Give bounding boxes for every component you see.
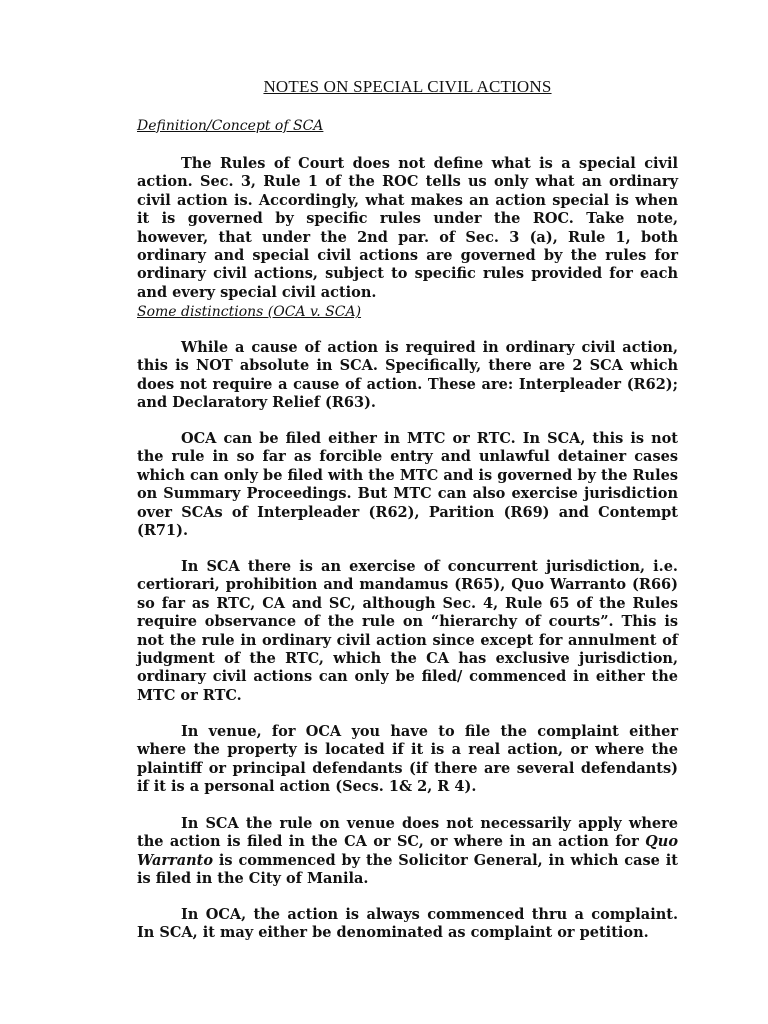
section-heading-distinctions: Some distinctions (OCA v. SCA)	[137, 304, 362, 320]
paragraph-venue-sca-text-a: In SCA the rule on venue does not necessarily apply where the action is filed in the CA or SC, or where in an action for	[137, 815, 678, 851]
paragraph-venue-oca	[137, 723, 678, 797]
paragraph-venue-oca-text: In venue, for OCA you have to file the complaint either where the property is located if it is a real action, or where the plaintiff or principal defendants (if there are several defendants) if it is a personal action (Secs. 1& 2, R 4).	[137, 723, 678, 796]
document-title: NOTES ON SPECIAL CIVIL ACTIONS	[263, 77, 552, 96]
paragraph-complaint-petition: In OCA, the action is always commenced thru a complaint. In SCA, it may either be denominated as complaint or petition.	[137, 906, 678, 942]
document-page	[137, 0, 678, 1024]
paragraph-jurisdiction-mtc: OCA can be filed either in MTC or RTC. In SCA, this is not the rule in so far as forcible entry and unlawful detainer cases which can only be filed with the MTC and is governed by the Rules on Summary Proceedings. But MTC can also exercise jurisdiction over SCAs of Interpleader (R62), Parition (R69) and Contempt (R71).	[137, 430, 678, 540]
paragraph-venue-sca-text-b: is commenced by the Solicitor General, in which case it is filed in the City of Manila.	[137, 851, 678, 888]
section-heading-definition: Definition/Concept of SCA	[137, 118, 324, 134]
paragraph-cause-of-action: While a cause of action is required in ordinary civil action, this is NOT absolute in SCA. Specifically, there are 2 SCA which does not require a cause of action. These are: Interpleader (R62); and Declaratory Relief (R63).	[137, 339, 678, 412]
paragraph-venue-sca	[137, 815, 678, 889]
paragraph-venue-sca-emphasis: Quo Warranto	[137, 833, 678, 869]
paragraph-concurrent-jurisdiction: In SCA there is an exercise of concurrent jurisdiction, i.e. certiorari, prohibition and mandamus (R65), Quo Warranto (R66) so far as RTC, CA and SC, although Sec. 4, Rule 65 of the Rules require observance of the rule on “hierarchy of courts”. This is not the rule in ordinary civil action since except for annulment of judgment of the RTC, which the CA has exclusive jurisdiction, ordinary civil actions can only be filed/ commenced in either the MTC or RTC.	[137, 558, 678, 704]
paragraph-definition: The Rules of Court does not define what is a special civil action. Sec. 3, Rule 1 of the ROC tells us only what an ordinary civil action is. Accordingly, what makes an action special is when it is governed by specific rules under the ROC. Take note, however, that under the 2nd par. of Sec. 3 (a), Rule 1, both ordinary and special civil actions are governed by the rules for ordinary civil actions, subject to specific rules provided for each and every special civil action.	[137, 155, 678, 301]
